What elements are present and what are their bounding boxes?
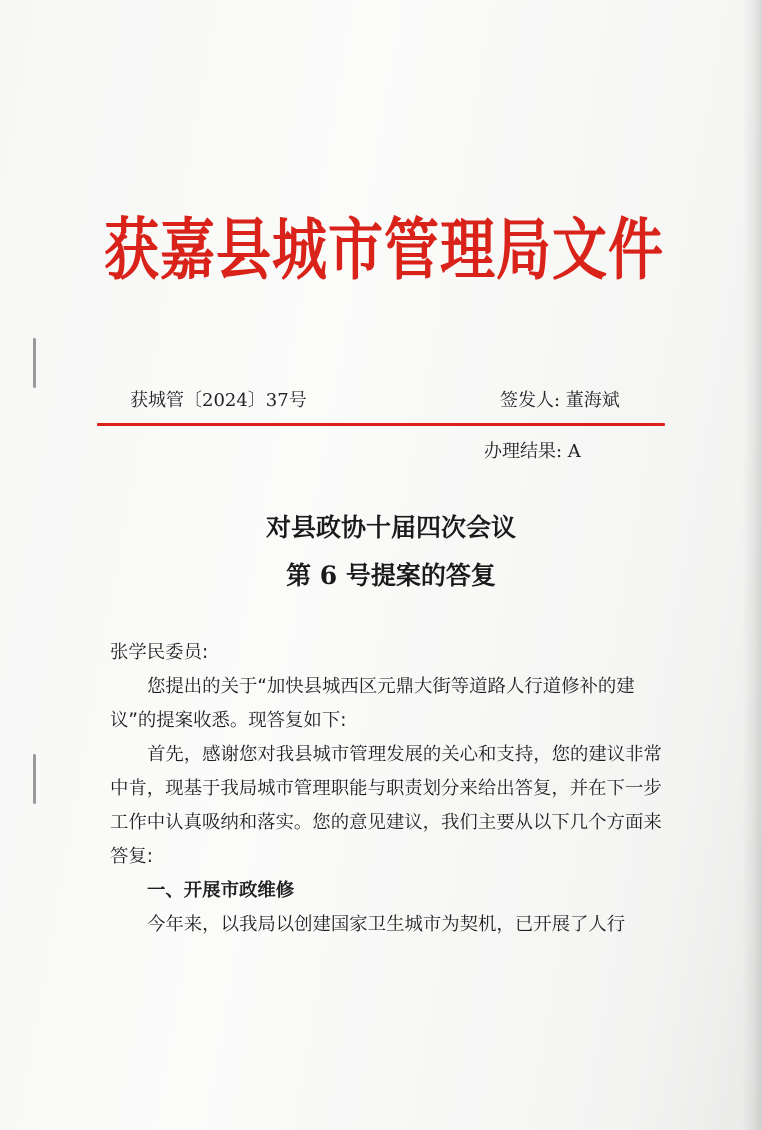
section-paragraph: 今年来，以我局以创建国家卫生城市为契机，已开展了人行: [147, 914, 626, 935]
paragraph-1: 您提出的关于“加快县城西区元鼎大街等道路人行道修补的建议”的提案收悉。现答复如下:: [110, 676, 635, 731]
reply-title-line-2: 第 6 号提案的答复: [286, 561, 496, 590]
salutation: 张学民委员:: [110, 642, 209, 663]
signer: 签发人: 董海斌: [500, 390, 620, 411]
section-heading: 一、开展市政维修: [147, 880, 295, 901]
staple-mark-bottom: [33, 754, 36, 804]
red-divider-line: [97, 423, 665, 426]
handling-result: 办理结果: A: [484, 441, 581, 462]
staple-mark-top: [33, 338, 36, 388]
reply-title-line-1: 对县政协十届四次会议: [265, 513, 516, 542]
masthead-title: 获嘉县城市管理局文件: [104, 209, 665, 289]
document-number: 获城管〔2024〕37号: [130, 390, 307, 411]
document-body: [110, 636, 670, 942]
paragraph-2: 首先，感谢您对我县城市管理发展的关心和支持，您的建议非常中肯，现基于我局城市管理职能与职责划分来给出答复，并在下一步工作中认真吸纳和落实。您的意见建议，我们主要从以下几个方面来答复:: [110, 744, 662, 867]
